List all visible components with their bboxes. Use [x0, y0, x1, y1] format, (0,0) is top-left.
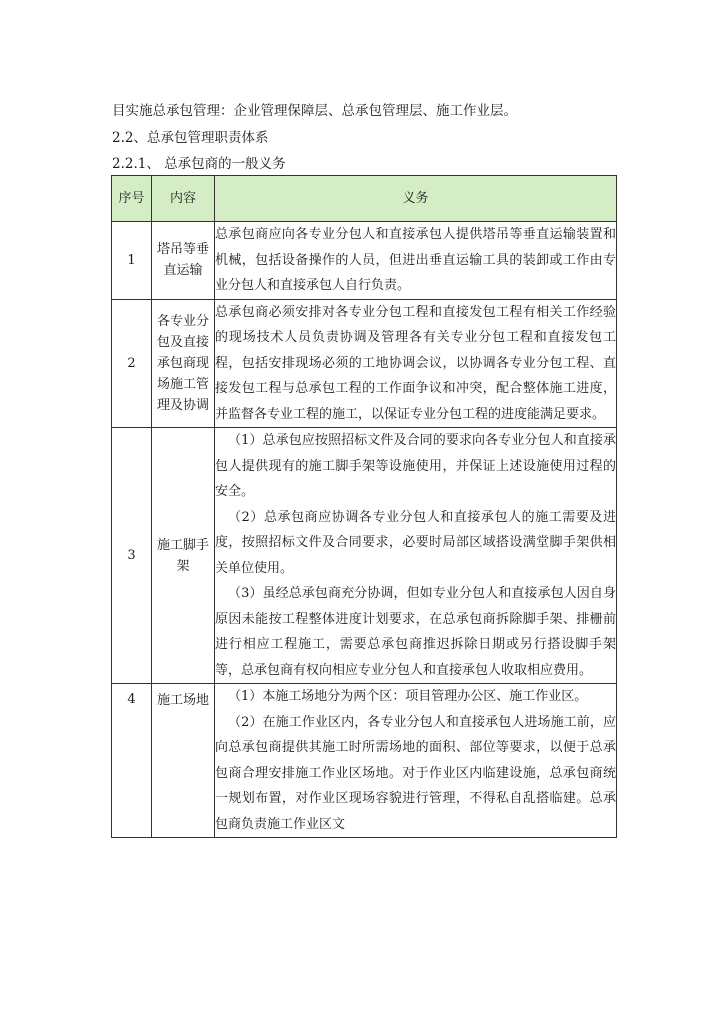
row-duty — [215, 684, 617, 838]
duty-paragraph: （3）虽经总承包商充分协调，但如专业分包人和直接承包人因自身原因未能按工程整体进度计划要求，在总承包商拆除脚手架、排栅前进行相应工程施工，需要总承包商推迟拆除日期或另行搭设脚手架等，总承包商有权向相应专业分包人和直接承包人收取相应费用。 — [215, 586, 616, 678]
row-number: 1 — [112, 222, 152, 300]
row-content: 塔吊等垂直运输 — [152, 222, 215, 300]
table-row — [112, 222, 617, 300]
duty-paragraph: （2）在施工作业区内，各专业分包人和直接承包人进场施工前，应向总承包商提供其施工时所需场地的面积、部位等要求，以便于总承包商合理安排施工作业区场地。对于作业区内临建设施，总承包商统一规划布置，对作业区现场容貌进行管理，不得私自乱搭临建。总承包商负责施工作业区文 — [215, 714, 616, 832]
row-content: 各专业分包及直接承包商现场施工管理及协调 — [152, 299, 215, 428]
row-duty — [215, 222, 617, 300]
subsection-heading: 2.2.1、 总承包商的一般义务 — [112, 156, 286, 172]
obligations-table — [111, 175, 617, 838]
duty-paragraph: 总承包商应向各专业分包人和直接承包人提供塔吊等垂直运输装置和机械，包括设备操作的人员，但进出垂直运输工具的装卸或工作由专业分包人和直接承包人自行负责。 — [215, 227, 616, 293]
header-no: 序号 — [112, 176, 152, 222]
row-number: 2 — [112, 299, 152, 428]
header-duty: 义务 — [215, 176, 617, 222]
row-content: 施工场地 — [152, 684, 215, 838]
row-number: 4 — [112, 684, 152, 838]
table-row — [112, 299, 617, 428]
table-row — [112, 684, 617, 838]
duty-paragraph: 总承包商必须安排对各专业分包工程和直接发包工程有相关工作经验的现场技术人员负责协调及管理各有关专业分包工程和直接发包工程，包括安排现场必须的工地协调会议，以协调各专业分包工程、直接发包工程与总承包工程的工作面争议和冲突，配合整体施工进度，并监督各专业工程的施工，以保证专业分包工程的进度能满足要求。 — [215, 304, 616, 422]
duty-paragraph: （1）本施工场地分为两个区：项目管理办公区、施工作业区。 — [228, 689, 588, 704]
row-duty — [215, 299, 617, 428]
row-content: 施工脚手架 — [152, 428, 215, 684]
table-row — [112, 428, 617, 684]
section-heading: 2.2、总承包管理职责体系 — [112, 130, 269, 146]
row-number: 3 — [112, 428, 152, 684]
table-header-row — [112, 176, 617, 222]
header-content: 内容 — [152, 176, 215, 222]
intro-text: 目实施总承包管理：企业管理保障层、总承包管理层、施工作业层。 — [112, 103, 517, 119]
row-duty — [215, 428, 617, 684]
duty-paragraph: （1）总承包应按照招标文件及合同的要求向各专业分包人和直接承包人提供现有的施工脚手架等设施使用，并保证上述设施使用过程的安全。 — [215, 433, 616, 499]
duty-paragraph: （2）总承包商应协调各专业分包人和直接承包人的施工需要及进度，按照招标文件及合同要求，必要时局部区域搭设满堂脚手架供相关单位使用。 — [215, 509, 616, 576]
